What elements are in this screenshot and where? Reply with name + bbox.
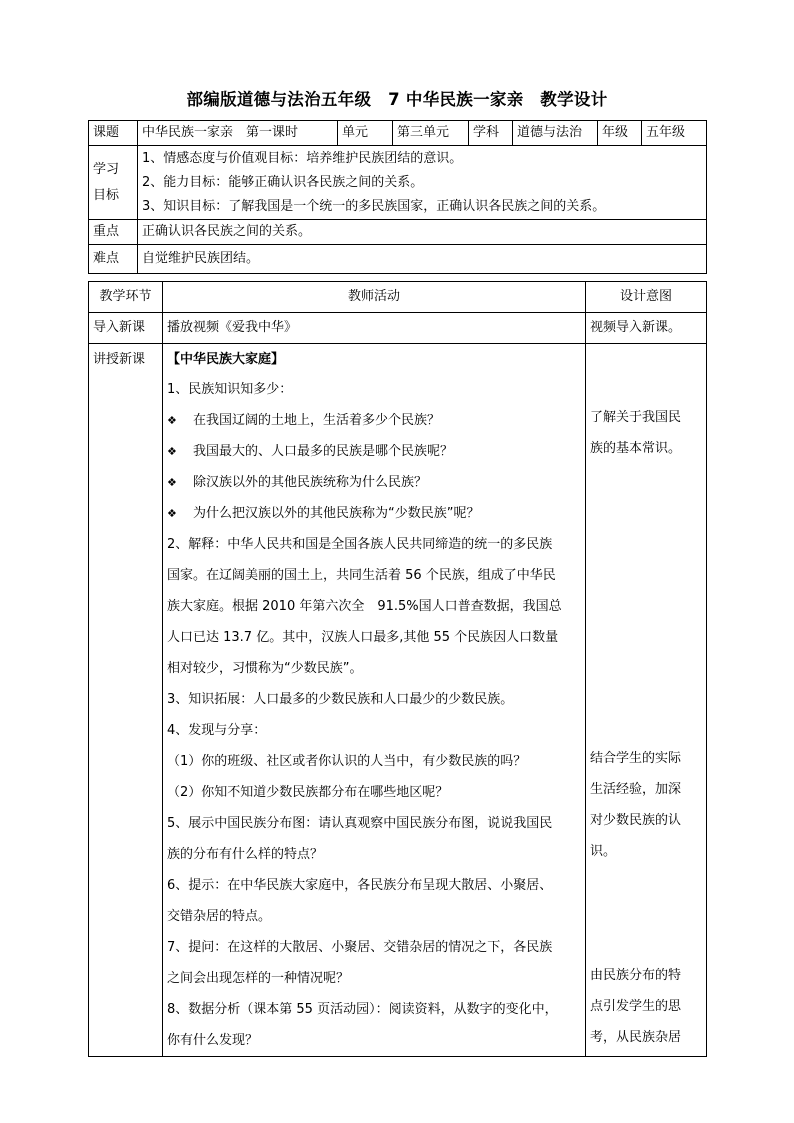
activity-line: 3、知识拓展：人口最多的少数民族和人口最少的少数民族。 — [167, 692, 514, 707]
lecture-activity — [163, 344, 586, 1057]
goal-item: 2、能力目标：能够正确认识各民族之间的关系。 — [142, 175, 424, 190]
key-label: 重点 — [89, 220, 138, 245]
activity-header: 教师活动 — [163, 282, 586, 313]
intent-line: 识。 — [590, 844, 617, 859]
activity-line: 6、提示：在中华民族大家庭中，各民族分布呈现大散居、小聚居、 — [167, 878, 553, 893]
diamond-bullet-icon: ❖ — [167, 414, 177, 427]
diamond-bullet-icon: ❖ — [167, 507, 177, 520]
activity-line: （1）你的班级、社区或者你认识的人当中，有少数民族的吗？ — [167, 754, 527, 769]
lecture-row — [89, 344, 707, 1057]
difficulty-value: 自觉维护民族团结。 — [138, 245, 707, 274]
grade-value: 五年级 — [642, 121, 707, 146]
goals-label-line-2: 目标 — [93, 187, 120, 203]
intro-activity: 播放视频《爱我中华》 — [163, 313, 586, 344]
activity-line: 4、发现与分享： — [167, 723, 267, 738]
goal-item: 1、情感态度与价值观目标：培养维护民族团结的意识。 — [142, 151, 463, 166]
intent-line: 点引发学生的思 — [590, 999, 682, 1014]
subject-label: 学科 — [469, 121, 513, 146]
goals-label — [89, 146, 138, 220]
question-item: ❖ 除汉族以外的其他民族统称为什么民族？ — [167, 467, 581, 498]
diamond-bullet-icon: ❖ — [167, 476, 177, 489]
intent-line: 结合学生的实际 — [590, 751, 682, 766]
key-row — [89, 220, 707, 245]
topic-row — [89, 121, 707, 146]
goals-label-line-1: 学习 — [93, 161, 120, 177]
intent-line: 生活经验，加深 — [590, 782, 682, 797]
intent-header: 设计意图 — [586, 282, 707, 313]
intent-line: 族的基本常识。 — [590, 441, 682, 456]
question-item: ❖ 我国最大的、人口最多的民族是哪个民族呢？ — [167, 436, 581, 467]
info-table — [88, 120, 707, 274]
goals-list — [138, 146, 707, 220]
intro-row — [89, 313, 707, 344]
intent-line: 了解关于我国民 — [590, 410, 682, 425]
intent-line: 考，从民族杂居 — [590, 1030, 682, 1045]
activity-line: 交错杂居的特点。 — [167, 909, 272, 924]
activity-line: 你有什么发现？ — [167, 1033, 259, 1048]
page-title: 部编版道德与法治五年级 7 中华民族一家亲 教学设计 — [186, 90, 608, 109]
intent-line: 对少数民族的认 — [590, 813, 682, 828]
difficulty-label: 难点 — [89, 245, 138, 274]
topic-label: 课题 — [89, 121, 138, 146]
question-item: ❖ 在我国辽阔的土地上，生活着多少个民族？ — [167, 405, 581, 436]
intent-line: 由民族分布的特 — [590, 968, 682, 983]
unit-value: 第三单元 — [393, 121, 469, 146]
diamond-bullet-icon: ❖ — [167, 445, 177, 458]
activity-line: 族大家庭。根据 2010 年第六次全 91.5%国人口普查数据，我国总 — [167, 599, 562, 614]
lecture-stage: 讲授新课 — [89, 344, 163, 1057]
lecture-intent — [586, 344, 707, 1057]
activity-line: 国家。在辽阔美丽的国土上，共同生活着 56 个民族，组成了中华民 — [167, 568, 556, 583]
question-item: ❖ 为什么把汉族以外的其他民族称为“少数民族”呢？ — [167, 498, 581, 529]
subject-value: 道德与法治 — [513, 121, 598, 146]
section-heading: 【中华民族大家庭】 — [167, 352, 285, 367]
key-value: 正确认识各民族之间的关系。 — [138, 220, 707, 245]
intro-intent: 视频导入新课。 — [586, 313, 707, 344]
activity-line: 之间会出现怎样的一种情况呢？ — [167, 971, 350, 986]
activity-line: 2、解释：中华人民共和国是全国各族人民共同缔造的统一的多民族 — [167, 537, 553, 552]
activity-line: 相对较少，习惯称为“少数民族”。 — [167, 661, 363, 676]
activity-line: 族的分布有什么样的特点？ — [167, 847, 324, 862]
plan-header-row — [89, 282, 707, 313]
goal-item: 3、知识目标：了解我国是一个统一的多民族国家，正确认识各民族之间的关系。 — [142, 199, 606, 214]
unit-label: 单元 — [338, 121, 393, 146]
plan-table — [88, 281, 707, 1057]
grade-label: 年级 — [598, 121, 642, 146]
activity-line: 1、民族知识知多少： — [167, 382, 293, 397]
difficulty-row — [89, 245, 707, 274]
activity-line: 8、数据分析（课本第 55 页活动园）：阅读资料，从数字的变化中， — [167, 1002, 558, 1017]
activity-line: 人口已达 13.7 亿。其中，汉族人口最多,其他 55 个民族因人口数量 — [167, 630, 559, 645]
activity-line: （2）你知不知道少数民族都分布在哪些地区呢？ — [167, 785, 449, 800]
activity-line: 7、提问：在这样的大散居、小聚居、交错杂居的情况之下，各民族 — [167, 940, 553, 955]
goals-row — [89, 146, 707, 220]
stage-header: 教学环节 — [89, 282, 163, 313]
topic-value: 中华民族一家亲 第一课时 — [138, 121, 338, 146]
intro-stage: 导入新课 — [89, 313, 163, 344]
activity-line: 5、展示中国民族分布图：请认真观察中国民族分布图，说说我国民 — [167, 816, 553, 831]
